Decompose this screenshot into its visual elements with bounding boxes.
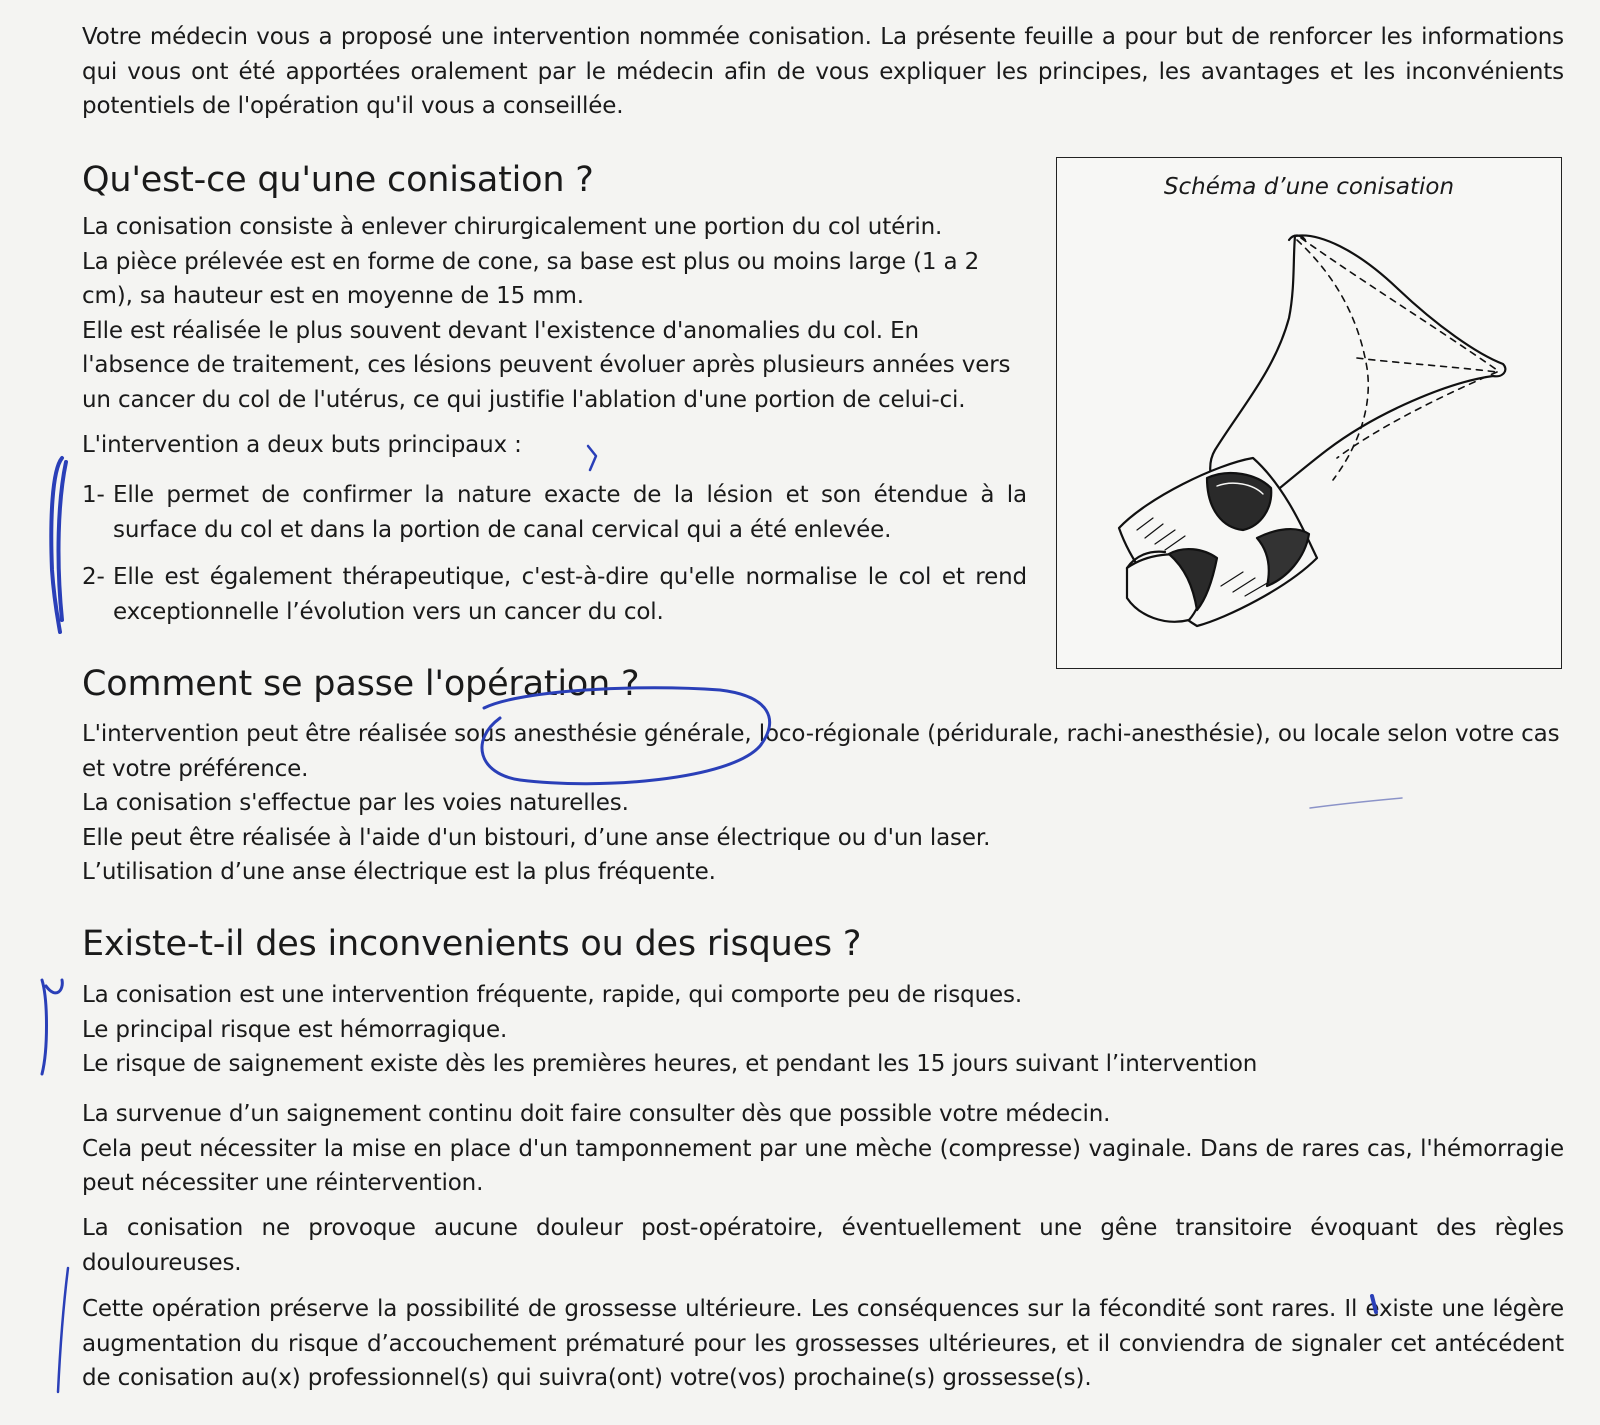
- section-procedure-body: [82, 717, 1564, 890]
- goal-item-2: [82, 560, 1027, 629]
- conisation-figure: [1056, 157, 1562, 669]
- pen-bracket-icon: [58, 1268, 68, 1392]
- section-heading-risks: Existe-t-il des inconvenients ou des risques ?: [82, 924, 862, 964]
- indication-line: Elle est réalisée le plus souvent devant l'existence d'anomalies du col. En l'absence de traitement, ces lésions peuvent évoluer après plusieurs années vers un cancer du col de l'utérus, ce qui justifie l'ablation d'une portion de celui-ci.: [82, 317, 1011, 413]
- pen-mark-icon: [588, 446, 596, 470]
- route-line: La conisation s'effectue par les voies naturelles.: [82, 790, 629, 816]
- goal-item-1: [82, 478, 1027, 547]
- section-what-is-body: [82, 210, 1032, 417]
- section-heading-what-is: Qu'est-ce qu'une conisation ?: [82, 160, 594, 200]
- cone-diagram-icon: [1057, 158, 1563, 670]
- section-risks-body: [82, 978, 1564, 1082]
- pen-bracket-icon: [42, 980, 62, 1074]
- loop-line: L’utilisation d’une anse électrique est la plus fréquente.: [82, 859, 716, 885]
- risk-line: Le risque de saignement existe dès les premières heures, et pendant les 15 jours suivant l’intervention: [82, 1051, 1258, 1077]
- pain-paragraph: La conisation ne provoque aucune douleur post-opératoire, éventuellement une gêne transitoire évoquant des règles douloureuses.: [82, 1215, 1564, 1276]
- instruments-line: Elle peut être réalisée à l'aide d'un bistouri, d’une anse électrique ou d'un laser.: [82, 824, 991, 851]
- risk-line: La conisation est une intervention fréquente, rapide, qui comporte peu de risques.: [82, 982, 1022, 1008]
- bleeding-line: La survenue d’un saignement continu doit faire consulter dès que possible votre médecin.: [82, 1101, 1111, 1127]
- anesthesia-line: L'intervention peut être réalisée sous anesthésie générale, loco-régionale (péridurale, rachi-anesthésie), ou locale selon votre cas et votre préférence.: [82, 721, 1560, 782]
- pen-bracket-icon: [51, 458, 66, 632]
- specimen-line: La pièce prélevée est en forme de cone, sa base est plus ou moins large (1 a 2 cm), sa hauteur est en moyenne de 15 mm.: [82, 248, 980, 309]
- figure-caption: Schéma d’une conisation: [1163, 174, 1455, 200]
- bleeding-paragraph: [82, 1097, 1564, 1201]
- goal-number: 1-: [82, 482, 105, 508]
- goal-number: 2-: [82, 564, 105, 590]
- goal-text: Elle permet de confirmer la nature exacte de la lésion et son étendue à la surface du col et dans la portion de canal cervical qui a été enlevée.: [113, 482, 1027, 543]
- goal-text: Elle est également thérapeutique, c'est-à-dire qu'elle normalise le col et rend exceptionnelle l’évolution vers un cancer du col.: [113, 564, 1027, 625]
- definition-line: La conisation consiste à enlever chirurgicalement une portion du col utérin.: [82, 214, 943, 240]
- risk-line: Le principal risque est hémorragique.: [82, 1016, 508, 1043]
- section-heading-procedure: Comment se passe l'opération ?: [82, 664, 640, 704]
- goals-label: L'intervention a deux buts principaux :: [82, 432, 522, 458]
- intro-paragraph: Votre médecin vous a proposé une intervention nommée conisation. La présente feuille a pour but de renforcer les informations qui vous ont été apportées oralement par le médecin afin de vous expliquer les principes, les avantages et les inconvénients potentiels de l'opération qu'il vous a conseillée.: [82, 24, 1564, 119]
- bleeding-line: Cela peut nécessiter la mise en place d'un tamponnement par une mèche (compresse) vaginale. Dans de rares cas, l'hémorragie peut nécessiter une réintervention.: [82, 1135, 1564, 1196]
- pregnancy-paragraph: Cette opération préserve la possibilité de grossesse ultérieure. Les conséquences sur la fécondité sont rares. Il existe une légère augmentation du risque d’accouchement prématuré pour les grossesses ultérieures, et il conviendra de signaler cet antécédent de conisation au(x) professionnel(s) qui suivra(ont) votre(vos) prochaine(s) grossesse(s).: [82, 1296, 1564, 1391]
